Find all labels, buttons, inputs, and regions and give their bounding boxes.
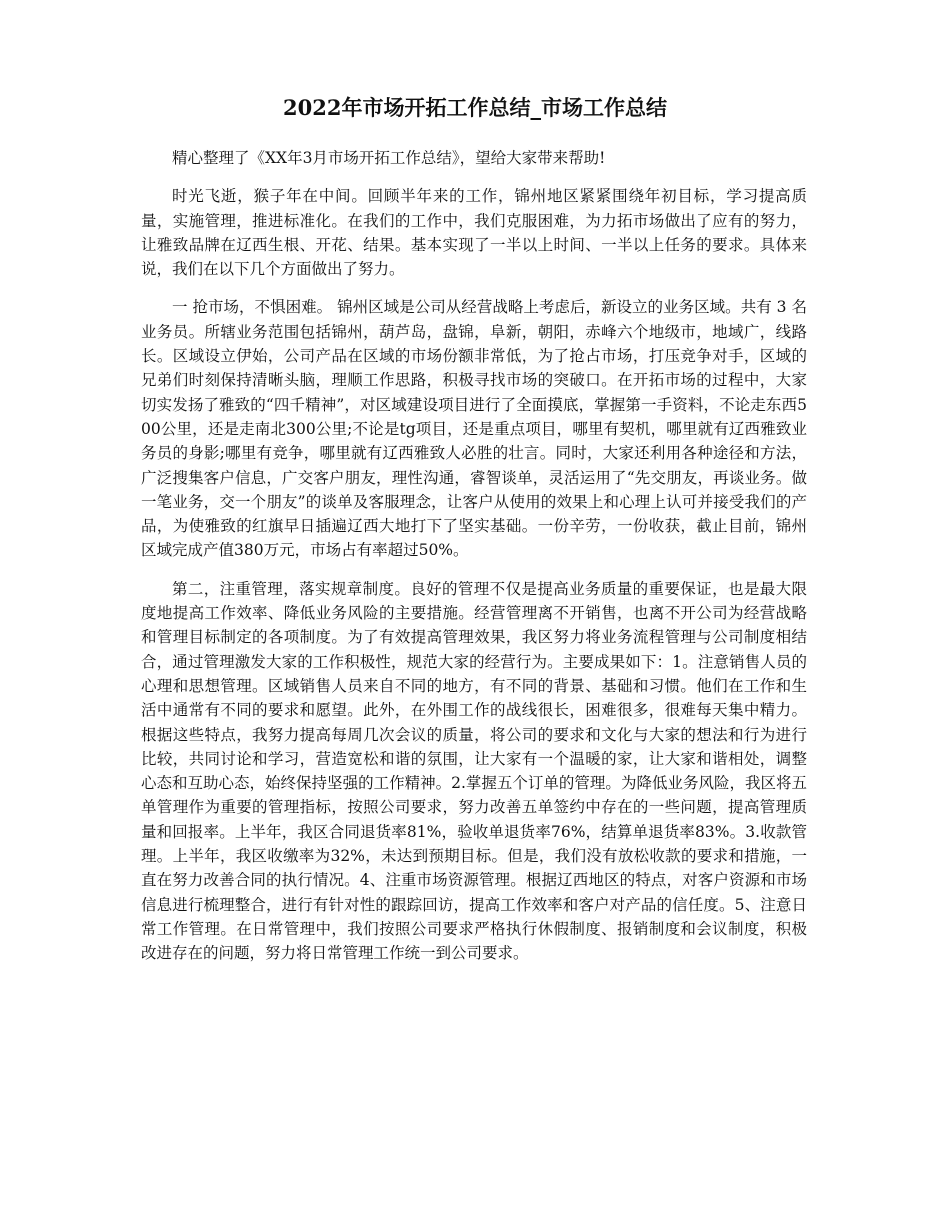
document-title: 2022年市场开拓工作总结_市场工作总结 <box>283 95 667 120</box>
document-body <box>141 146 807 980</box>
paragraph-management: 第二，注重管理，落实规章制度。良好的管理不仅是提高业务质量的重要保证，也是最大限度地提高工作效率、降低业务风险的主要措施。经营管理离不开销售，也离不开公司为经营战略和管理目标制定的各项制度。为了有效提高管理效果，我区努力将业务流程管理与公司制度相结合，通过管理激发大家的工作积极性，规范大家的经营行为。主要成果如下：1。注意销售人员的心理和思想管理。区域销售人员来自不同的地方，有不同的背景、基础和习惯。他们在工作和生活中通常有不同的要求和愿望。此外，在外围工作的战线很长，困难很多，很难每天集中精力。根据这些特点，我努力提高每周几次会议的质量，将公司的要求和文化与大家的想法和行为进行比较，共同讨论和学习，营造宽松和谐的氛围，让大家有一个温暖的家，让大家和谐相处，调整心态和互助心态，始终保持坚强的工作精神。2.掌握五个订单的管理。为降低业务风险，我区将五单管理作为重要的管理指标，按照公司要求，努力改善五单签约中存在的一些问题，提高管理质量和回报率。上半年，我区合同退货率81%，验收单退货率76%，结算单退货率83%。3.收款管理。上半年，我区收缴率为32%，未达到预期目标。但是，我们没有放松收款的要求和措施，一直在努力改善合同的执行情况。4、注重市场资源管理。根据辽西地区的特点，对客户资源和市场信息进行梳理整合，进行有针对性的跟踪回访，提高工作效率和客户对产品的信任度。5、注意日常工作管理。在日常管理中，我们按照公司要求严格执行休假制度、报销制度和会议制度，积极改进存在的问题，努力将日常管理工作统一到公司要求。 <box>141 579 807 963</box>
paragraph-market-expansion: 一 抢市场，不惧困难。 锦州区域是公司从经营战略上考虑后，新设立的业务区域。共有 3 名业务员。所辖业务范围包括锦州，葫芦岛，盘锦，阜新，朝阳，赤峰六个地级市，地域广，线路长。区域设立伊始，公司产品在区域的市场份额非常低，为了抢占市场，打压竞争对手，区域的兄弟们时刻保持清晰头脑，理顺工作思路，积极寻找市场的突破口。在开拓市场的过程中，大家切实发扬了雅致的“四千精神”，对区域建设项目进行了全面摸底，掌握第一手资料，不论走东西500公里，还是走南北300公里;不论是tg项目，还是重点项目，哪里有契机，哪里就有辽西雅致业务员的身影;哪里有竞争，哪里就有辽西雅致人必胜的壮言。同时，大家还利用各种途径和方法，广泛搜集客户信息，广交客户朋友，理性沟通，睿智谈单，灵活运用了“先交朋友，再谈业务。做一笔业务，交一个朋友”的谈单及客服理念，让客户从使用的效果上和心理上认可并接受我们的产品，为使雅致的红旗早日插遍辽西大地打下了坚实基础。一份辛劳，一份收获，截止目前，锦州区域完成产值380万元，市场占有率超过50%。 <box>141 298 807 560</box>
paragraph-intro: 精心整理了《XX年3月市场开拓工作总结》，望给大家带来帮助! <box>172 149 606 167</box>
paragraph-overview: 时光飞逝，猴子年在中间。回顾半年来的工作，锦州地区紧紧围绕年初目标，学习提高质量，实施管理，推进标准化。在我们的工作中，我们克服困难，为力拓市场做出了应有的努力，让雅致品牌在辽西生根、开花、结果。基本实现了一半以上时间、一半以上任务的要求。具体来说，我们在以下几个方面做出了努力。 <box>141 187 807 279</box>
